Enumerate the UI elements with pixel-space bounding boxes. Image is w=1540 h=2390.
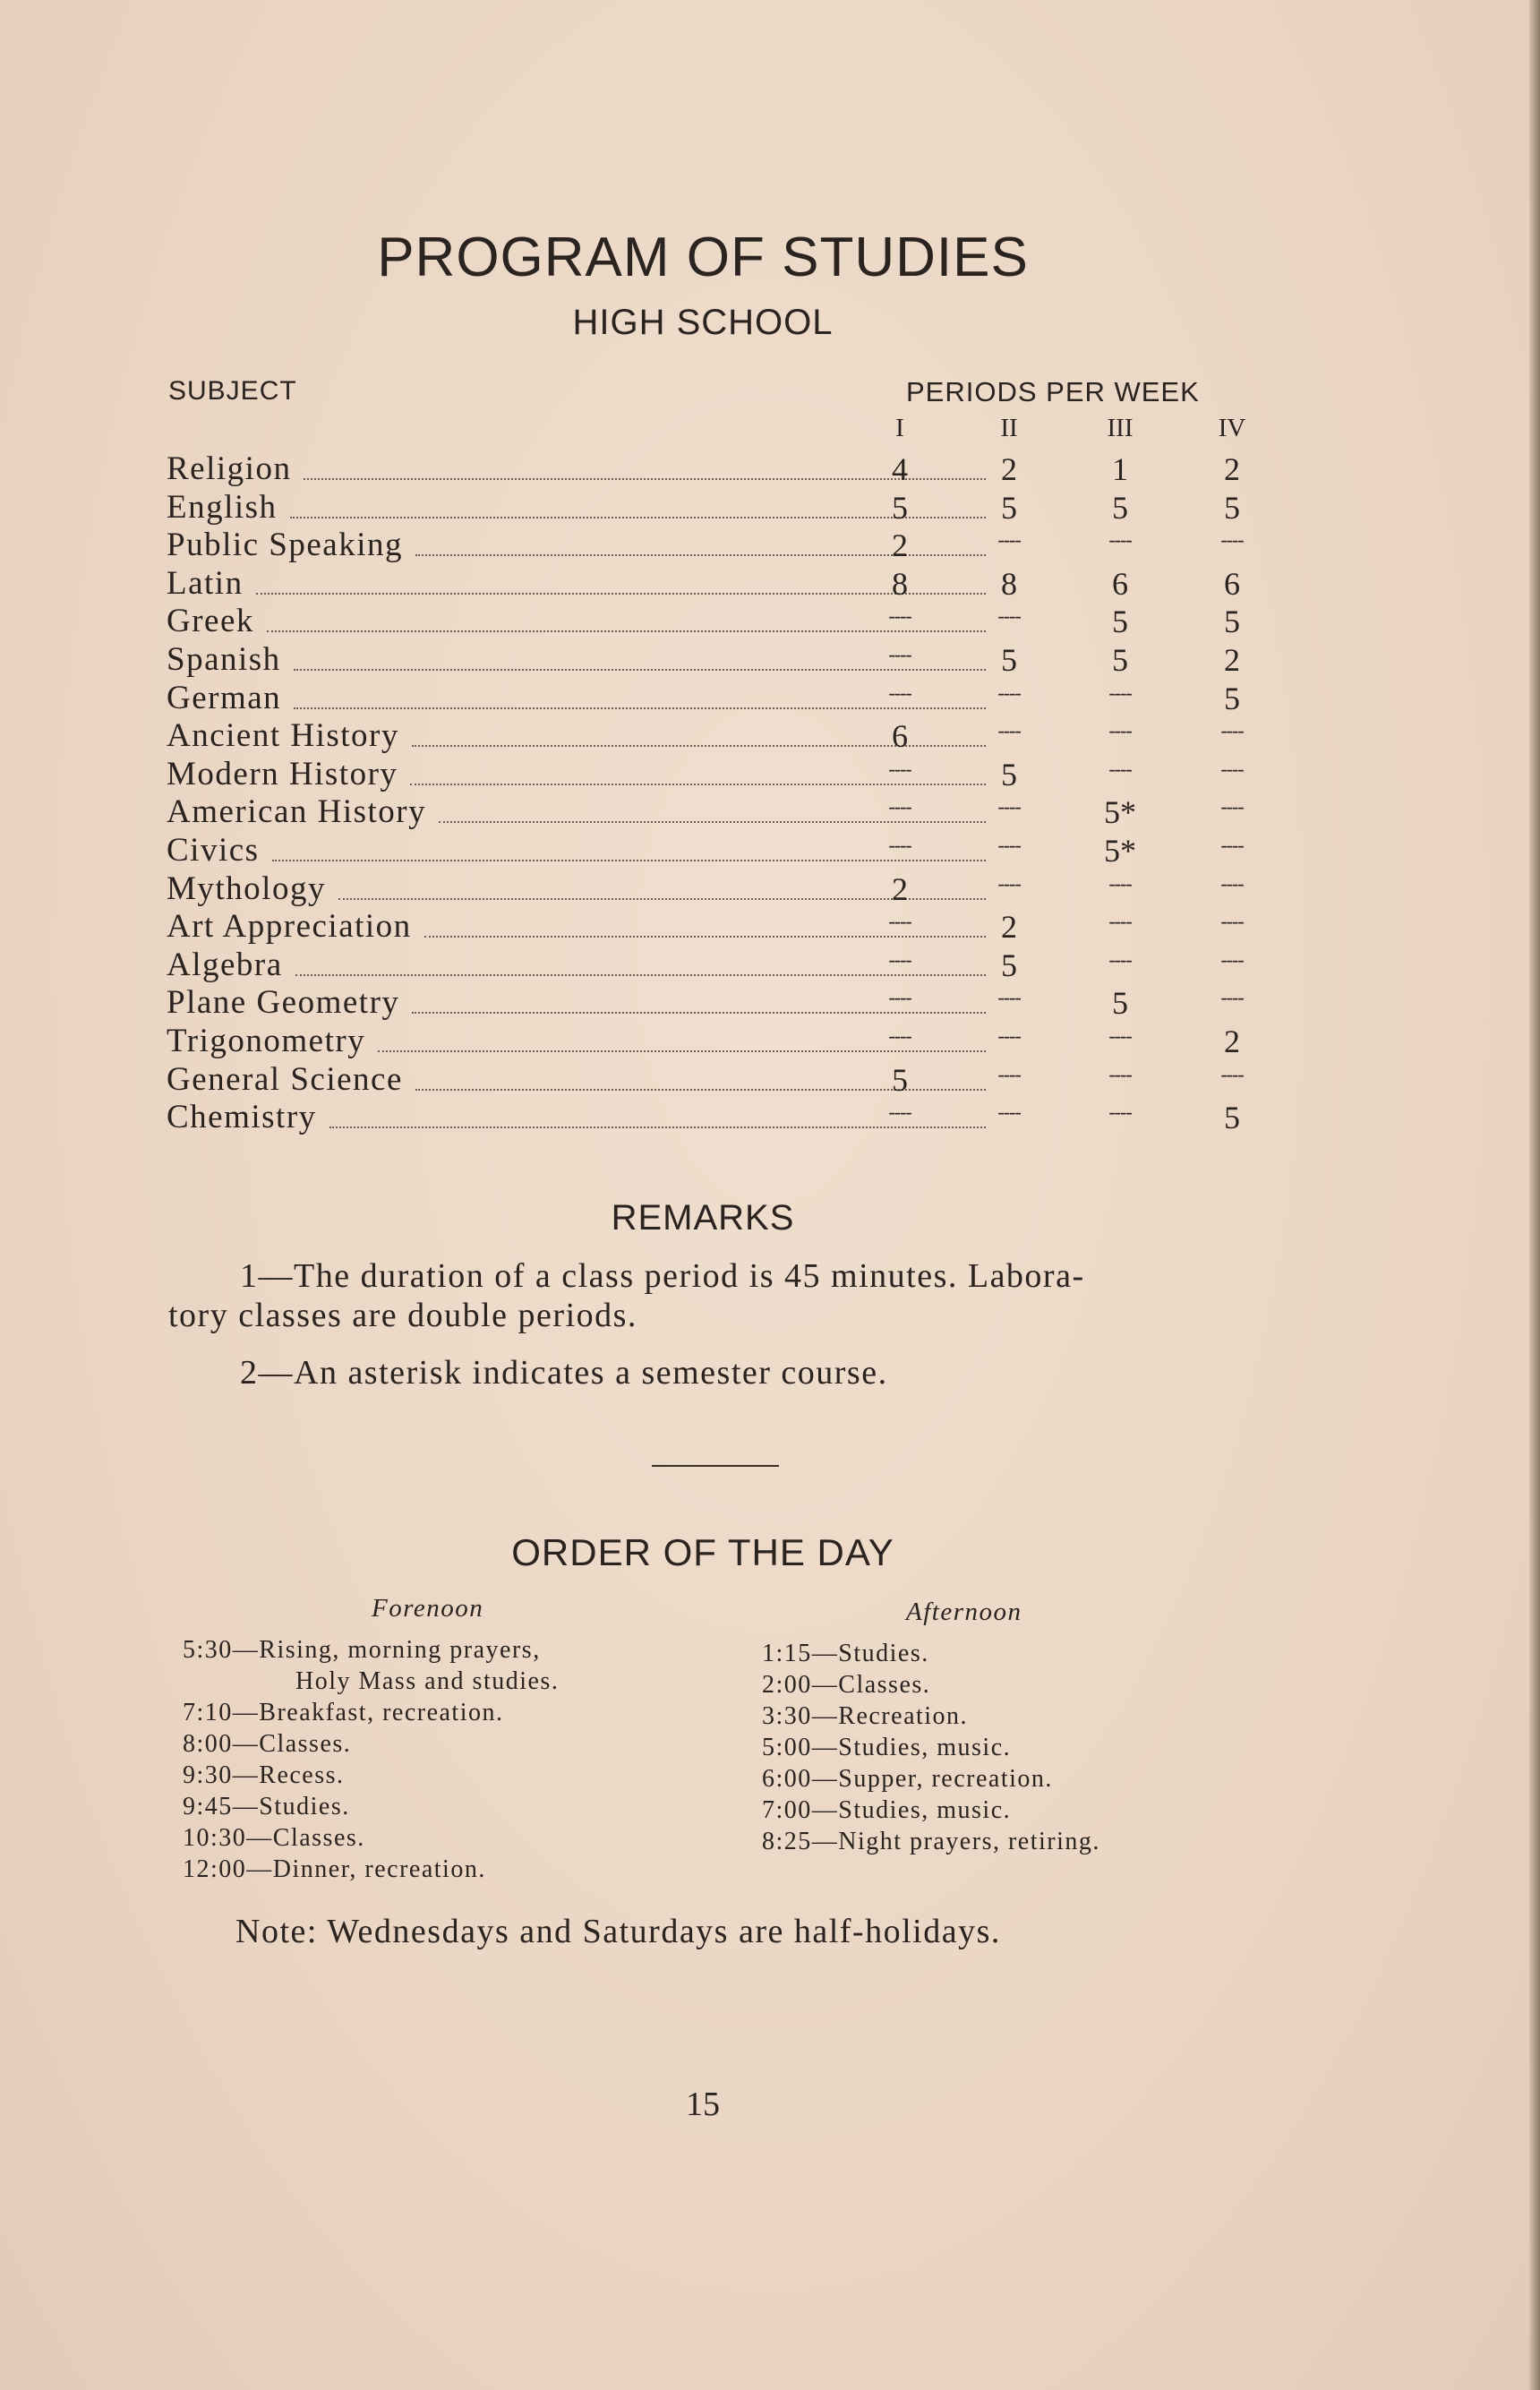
dot-leader [295, 974, 986, 976]
year-header-3: III [1107, 414, 1134, 442]
schedule-entry: 5:00—Studies, music. [762, 1734, 1012, 1761]
table-row [167, 603, 1259, 641]
periods-year-3: 5* [1104, 794, 1136, 831]
schedule-entry: 1:15—Studies. [762, 1640, 929, 1667]
periods-year-4: 5 [1224, 604, 1240, 640]
periods-year-4: 2 [1224, 451, 1240, 487]
periods-year-4: 6 [1224, 565, 1240, 602]
periods-year-1: ---- [888, 681, 911, 704]
subject-name: Chemistry [167, 1099, 317, 1136]
schedule-entry: 6:00—Supper, recreation. [762, 1765, 1053, 1793]
periods-year-1: 5 [892, 1061, 908, 1098]
schedule-entry: 8:25—Night prayers, retiring. [762, 1828, 1100, 1855]
afternoon-label: Afternoon [906, 1598, 1022, 1626]
subject-name: Algebra [167, 946, 283, 983]
dot-leader [272, 860, 986, 861]
table-row [167, 832, 1259, 870]
subjects-table [167, 450, 1259, 1137]
subject-name: Ancient History [167, 717, 399, 755]
subject-name: General Science [167, 1060, 403, 1098]
periods-year-4: ---- [1220, 528, 1244, 552]
periods-year-3: ---- [1108, 1024, 1132, 1047]
schedule-entry: 9:30—Recess. [183, 1761, 345, 1789]
table-row [167, 1099, 1259, 1137]
periods-year-1: 8 [892, 565, 908, 602]
forenoon-label: Forenoon [372, 1594, 484, 1623]
schedule-entry: 10:30—Classes. [183, 1824, 365, 1852]
periods-year-4: ---- [1220, 986, 1244, 1009]
schedule-entry: 3:30—Recreation. [762, 1702, 969, 1730]
table-row [167, 489, 1259, 527]
periods-year-2: ---- [997, 1101, 1021, 1124]
periods-year-4: ---- [1220, 833, 1244, 856]
table-row [167, 641, 1259, 680]
periods-year-1: ---- [888, 1101, 911, 1124]
periods-year-3: ---- [1108, 719, 1132, 742]
periods-year-3: 5 [1112, 985, 1128, 1022]
table-row [167, 565, 1259, 604]
periods-year-4: 2 [1224, 1023, 1240, 1059]
table-row [167, 450, 1259, 489]
order-of-day-heading: ORDER OF THE DAY [511, 1531, 894, 1573]
periods-year-2: ---- [997, 871, 1021, 895]
remark-1-line-1: 1—The duration of a class period is 45 minutes. Labora- [240, 1257, 1085, 1295]
dot-leader [424, 936, 986, 938]
table-row [167, 1023, 1259, 1061]
subject-name: Trigonometry [167, 1022, 366, 1059]
subject-name: Religion [167, 450, 292, 487]
periods-year-4: ---- [1220, 947, 1244, 971]
periods-year-3: 5 [1112, 489, 1128, 526]
periods-year-4: 5 [1224, 1100, 1240, 1136]
table-row [167, 756, 1259, 794]
dot-leader [329, 1126, 986, 1128]
subject-name: Latin [167, 564, 244, 602]
periods-year-3: ---- [1108, 757, 1132, 780]
periods-year-1: 5 [892, 489, 908, 526]
periods-year-3: 5 [1112, 604, 1128, 640]
table-row [167, 793, 1259, 832]
periods-year-4: ---- [1220, 795, 1244, 818]
periods-year-1: ---- [888, 795, 911, 818]
dot-leader [439, 821, 986, 823]
periods-year-2: ---- [997, 528, 1021, 552]
periods-year-1: 4 [892, 451, 908, 487]
periods-year-3: ---- [1108, 1101, 1132, 1124]
forenoon-schedule [183, 1634, 559, 1885]
periods-year-1: ---- [888, 604, 911, 628]
periods-year-2: ---- [997, 719, 1021, 742]
table-row [167, 527, 1259, 565]
table-row [167, 1061, 1259, 1100]
periods-year-3: ---- [1108, 681, 1132, 704]
periods-year-4: ---- [1220, 719, 1244, 742]
periods-year-2: ---- [997, 833, 1021, 856]
table-row [167, 680, 1259, 718]
periods-year-2: ---- [997, 604, 1021, 628]
schedule-entry: Holy Mass and studies. [295, 1667, 560, 1695]
schedule-entry: 2:00—Classes. [762, 1671, 931, 1699]
subject-name: Plane Geometry [167, 984, 400, 1022]
afternoon-schedule [762, 1638, 1100, 1857]
year-header-4: IV [1218, 414, 1246, 442]
table-row [167, 717, 1259, 756]
periods-year-3: ---- [1108, 1062, 1132, 1085]
year-header-2: II [1000, 414, 1018, 442]
subject-name: Public Speaking [167, 527, 404, 564]
table-row [167, 870, 1259, 909]
periods-year-3: 1 [1112, 451, 1128, 487]
table-row [167, 908, 1259, 947]
periods-year-2: ---- [997, 1062, 1021, 1085]
periods-year-4: ---- [1220, 871, 1244, 895]
remark-1-line-2: tory classes are double periods. [168, 1297, 637, 1334]
periods-year-3: ---- [1108, 910, 1132, 933]
periods-year-3: 6 [1112, 565, 1128, 602]
periods-year-4: ---- [1220, 1062, 1244, 1085]
dot-leader [412, 1012, 986, 1014]
periods-year-2: 8 [1001, 565, 1017, 602]
schedule-entry: 12:00—Dinner, recreation. [183, 1855, 486, 1883]
periods-year-2: ---- [997, 986, 1021, 1009]
periods-year-1: 6 [892, 718, 908, 755]
periods-year-2: 2 [1001, 451, 1017, 487]
table-row [167, 947, 1259, 985]
periods-year-3: ---- [1108, 528, 1132, 552]
page-subtitle: HIGH SCHOOL [572, 303, 834, 342]
periods-year-2: ---- [997, 1024, 1021, 1047]
periods-year-2: 5 [1001, 756, 1017, 792]
schedule-entry: 8:00—Classes. [183, 1730, 352, 1758]
subject-name: German [167, 679, 282, 716]
schedule-entry: 9:45—Studies. [183, 1793, 350, 1820]
periods-year-1: ---- [888, 947, 911, 971]
subject-name: Greek [167, 603, 254, 640]
periods-year-4: 5 [1224, 489, 1240, 526]
periods-year-1: 2 [892, 527, 908, 564]
periods-year-2: 5 [1001, 641, 1017, 678]
periods-year-1: ---- [888, 1024, 911, 1047]
periods-year-2: ---- [997, 681, 1021, 704]
subject-column-header: SUBJECT [168, 376, 297, 406]
periods-year-1: ---- [888, 642, 911, 665]
subject-name: English [167, 488, 278, 526]
periods-year-2: 5 [1001, 947, 1017, 983]
periods-year-3: 5 [1112, 641, 1128, 678]
periods-year-2: 5 [1001, 489, 1017, 526]
subject-name: Civics [167, 831, 260, 869]
periods-year-1: ---- [888, 833, 911, 856]
periods-column-header: PERIODS PER WEEK [906, 376, 1200, 407]
periods-year-2: 2 [1001, 909, 1017, 946]
schedule-entry: 7:00—Studies, music. [762, 1796, 1012, 1824]
section-divider [652, 1465, 779, 1467]
subject-name: American History [167, 793, 427, 831]
schedule-entry: 7:10—Breakfast, recreation. [183, 1699, 504, 1726]
periods-year-3: ---- [1108, 871, 1132, 895]
periods-year-1: 2 [892, 870, 908, 907]
subject-name: Mythology [167, 869, 326, 907]
subject-name: Art Appreciation [167, 908, 412, 946]
schedule-entry: 5:30—Rising, morning prayers, [183, 1636, 541, 1664]
dot-leader [410, 784, 986, 785]
periods-year-2: ---- [997, 795, 1021, 818]
table-row [167, 984, 1259, 1023]
dot-leader [294, 707, 986, 709]
periods-year-4: ---- [1220, 910, 1244, 933]
subject-name: Modern History [167, 755, 398, 792]
year-header-1: I [895, 414, 904, 442]
periods-year-3: 5* [1104, 832, 1136, 869]
periods-year-3: ---- [1108, 947, 1132, 971]
periods-year-4: ---- [1220, 757, 1244, 780]
page-spine-edge [1529, 0, 1540, 2390]
page-number: 15 [686, 2086, 720, 2123]
periods-year-4: 5 [1224, 680, 1240, 716]
remark-2: 2—An asterisk indicates a semester course. [240, 1354, 888, 1392]
page-title: PROGRAM OF STUDIES [377, 227, 1029, 288]
dot-leader [267, 630, 986, 632]
note: Note: Wednesdays and Saturdays are half-holidays. [235, 1913, 1001, 1950]
periods-year-1: ---- [888, 910, 911, 933]
periods-year-1: ---- [888, 986, 911, 1009]
periods-year-1: ---- [888, 757, 911, 780]
dot-leader [294, 669, 986, 671]
subject-name: Spanish [167, 640, 281, 678]
periods-year-4: 2 [1224, 641, 1240, 678]
dot-leader [378, 1050, 986, 1052]
remarks-heading: REMARKS [611, 1198, 795, 1238]
